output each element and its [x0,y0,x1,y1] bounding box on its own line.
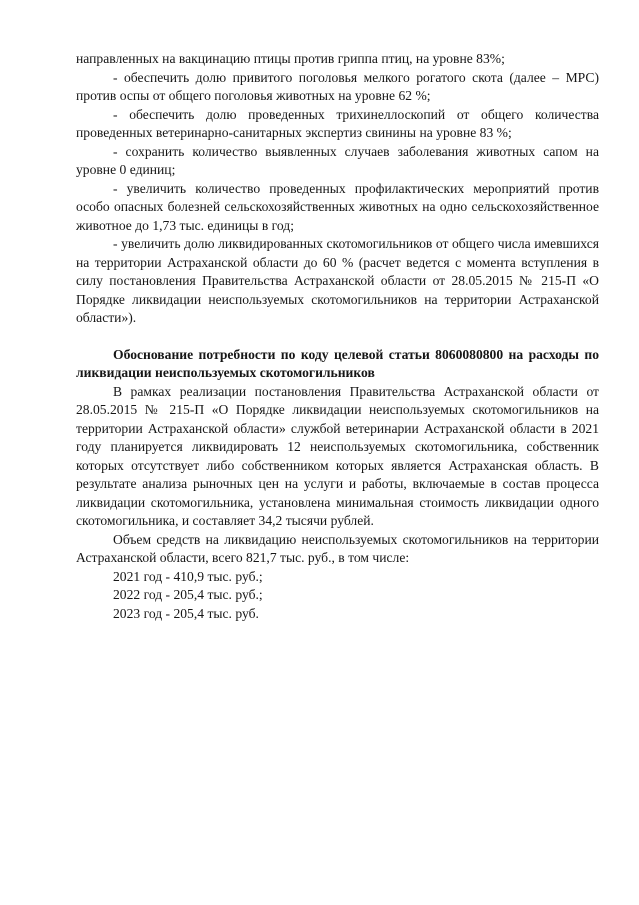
paragraph-cattle-burial-share: - увеличить долю ликвидированных скотомогильников от общего числа имевшихся на территории Астраханской области до 60 % (расчет ведется с момента вступления в силу постановления Правительства Астраханской области от 28.05.2015 № 215-П «О Порядке ликвидации неиспользуемых скотомогильников на территории Астраханской области»). [76,236,599,325]
paragraph-funding-total: Объем средств на ликвидацию неиспользуемых скотомогильников на территории Астраханской области, всего 821,7 тыс. руб., в том числе: [76,531,599,565]
paragraph-mrs-vaccination: - обеспечить долю привитого поголовья мелкого рогатого скота (далее – МРС) против оспы от общего поголовья животных на уровне 62 %; [76,69,599,103]
funding-line-2021: 2021 год - 410,9 тыс. руб.; [113,568,263,584]
document-page [76,50,599,623]
funding-line-2022: 2022 год - 205,4 тыс. руб.; [113,587,263,602]
paragraph-vaccination-continuation: направленных на вакцинацию птицы против гриппа птиц, на уровне 83%; [76,51,505,66]
paragraph-trichinelloscopy: - обеспечить долю проведенных трихинеллоскопий от общего количества проведенных ветеринарно-санитарных экспертиз свинины на уровне 83 %; [76,106,599,140]
paragraph-preventive-measures: - увеличить количество проведенных профилактических мероприятий против особо опасных болезней сельскохозяйственных животных на одно сельскохозяйственное животное до 1,73 тыс. единицы в год; [76,180,599,233]
funding-line-2023: 2023 год - 205,4 тыс. руб. [113,605,259,621]
paragraph-liquidation-plan: В рамках реализации постановления Правительства Астраханской области от 28.05.2015 № 215-П «О Порядке ликвидации неиспользуемых скотомогильников на территории Астраханской области» службой ветеринарии Астраханской области в 2021 году планируется ликвидировать 12 неиспользуемых скотомогильника, собственник которых отсутствует либо собственником которых является Астраханская область. В результате анализа рыночных цен на услуги и работы, включаемые в состав процесса ликвидации скотомогильника, установлена минимальная стоимость ликвидации одного скотомогильника, и составляет 34,2 тысячи рублей. [76,383,599,528]
section-heading: Обоснование потребности по коду целевой статьи 8060080800 на расходы по ликвидации неиспользуемых скотомогильников [76,346,599,380]
paragraph-glanders: - сохранить количество выявленных случаев заболевания животных сапом на уровне 0 единиц; [76,143,599,177]
